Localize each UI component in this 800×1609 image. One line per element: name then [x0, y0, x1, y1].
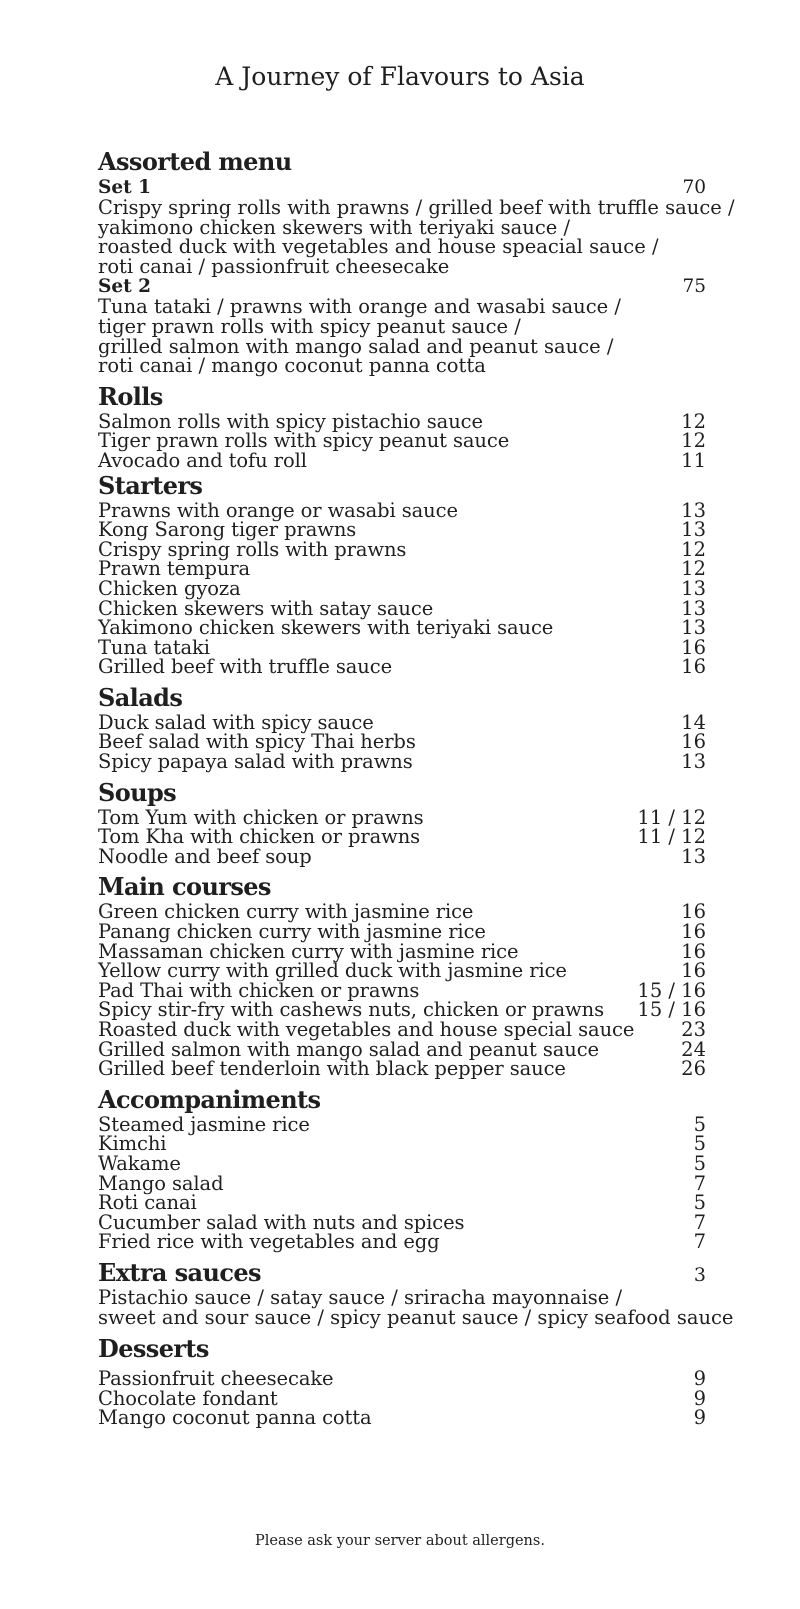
- section-salads: [98, 683, 706, 772]
- sauces-line: sweet and sour sauce / spicy peanut sauce / spicy seafood sauce: [98, 1305, 734, 1329]
- section-title: Rolls: [98, 381, 163, 411]
- item-name: Grilled beef with truffle sauce: [98, 655, 393, 679]
- menu-item: [98, 618, 706, 638]
- set-description-line: grilled salmon with mango salad and peanut sauce /: [98, 334, 614, 358]
- item-price: 7: [693, 1171, 706, 1195]
- item-price: 13: [681, 750, 706, 774]
- section-title: Desserts: [98, 1334, 209, 1364]
- item-name: Cucumber salad with nuts and spices: [98, 1210, 465, 1234]
- section-title: Salads: [98, 682, 183, 712]
- item-price: 5: [693, 1191, 706, 1215]
- item-name: Crispy spring rolls with prawns: [98, 537, 407, 561]
- menu-item: [98, 844, 706, 868]
- item-name: Avocado and tofu roll: [98, 448, 307, 472]
- item-name: Massaman chicken curry with jasmine rice: [98, 939, 519, 963]
- section-title: Extra sauces: [98, 1257, 261, 1287]
- item-price: 13: [681, 498, 706, 522]
- menu-item: [98, 1369, 706, 1389]
- item-price: 7: [693, 1210, 706, 1234]
- set-description-line: Tuna tataki / prawns with orange and wasabi sauce /: [98, 295, 621, 319]
- item-price: 7: [693, 1230, 706, 1254]
- item-price: 12: [681, 557, 706, 581]
- item-name: Passionfruit cheesecake: [98, 1367, 334, 1391]
- set-description-line: roasted duck with vegetables and house speacial sauce /: [98, 235, 659, 259]
- section-desserts: [98, 1334, 706, 1428]
- set-name: Set 1: [98, 177, 151, 198]
- menu-item: [98, 1112, 706, 1136]
- menu-item: [98, 1020, 706, 1040]
- item-price: 11 / 12: [637, 825, 706, 849]
- item-price: 9: [693, 1386, 706, 1410]
- item-price: 9: [693, 1406, 706, 1430]
- item-name: Steamed jasmine rice: [98, 1112, 310, 1136]
- item-price: 16: [681, 959, 706, 983]
- section-title: Starters: [98, 470, 203, 500]
- item-price: 9: [693, 1367, 706, 1391]
- item-price: 13: [681, 518, 706, 542]
- item-name: Yellow curry with grilled duck with jasmine rice: [98, 959, 567, 983]
- section-title: Accompaniments: [98, 1084, 321, 1114]
- item-price: 11: [681, 448, 706, 472]
- item-price: 16: [681, 635, 706, 659]
- item-name: Yakimono chicken skewers with teriyaki sauce: [98, 616, 554, 640]
- item-price: 14: [681, 710, 706, 734]
- menu-item: [98, 576, 706, 600]
- item-name: Prawns with orange or wasabi sauce: [98, 498, 458, 522]
- menu-content: [98, 147, 735, 1430]
- item-name: Mango coconut panna cotta: [98, 1406, 372, 1430]
- menu-item: [98, 1151, 706, 1175]
- item-name: Noodle and beef soup: [98, 844, 312, 868]
- menu-item: [98, 448, 706, 472]
- item-price: 13: [681, 596, 706, 620]
- set-price: 75: [682, 276, 706, 298]
- item-name: Mango salad: [98, 1171, 224, 1195]
- set-description-line: yakimono chicken skewers with teriyaki sauce /: [98, 215, 571, 239]
- section-main-courses: [98, 872, 706, 1081]
- item-price: 5: [693, 1151, 706, 1175]
- allergen-note: Please ask your server about allergens.: [255, 1533, 545, 1549]
- section-soups: [98, 778, 706, 867]
- item-name: Roti canai: [98, 1191, 197, 1215]
- item-name: Tom Kha with chicken or prawns: [98, 825, 421, 849]
- menu-item: [98, 1408, 706, 1428]
- set-description-line: Crispy spring rolls with prawns / grilled beef with truffle sauce /: [98, 196, 735, 219]
- set-item: [98, 177, 735, 278]
- item-price: 16: [681, 655, 706, 679]
- menu-item: [98, 1059, 706, 1079]
- menu-item: [98, 827, 706, 847]
- item-name: Grilled salmon with mango salad and peanut sauce: [98, 1037, 600, 1061]
- item-name: Kimchi: [98, 1132, 167, 1156]
- item-price: 13: [681, 844, 706, 868]
- item-name: Chocolate fondant: [98, 1386, 278, 1410]
- item-price: 16: [681, 920, 706, 944]
- menu-item: [98, 559, 706, 579]
- set-description-line: tiger prawn rolls with spicy peanut sauce /: [98, 314, 521, 338]
- item-name: Pad Thai with chicken or prawns: [98, 978, 420, 1002]
- section-rolls: [98, 382, 706, 471]
- menu-item: [98, 520, 706, 540]
- item-price: 16: [681, 730, 706, 754]
- section-extra-sauces: [98, 1257, 734, 1329]
- item-price: 16: [681, 939, 706, 963]
- section-starters: [98, 471, 706, 677]
- item-name: Chicken gyoza: [98, 576, 241, 600]
- item-name: Wakame: [98, 1151, 181, 1175]
- item-name: Tom Yum with chicken or prawns: [98, 805, 424, 829]
- menu-item: [98, 657, 706, 677]
- item-name: Tiger prawn rolls with spicy peanut sauce: [98, 429, 510, 453]
- set-item: [98, 276, 706, 378]
- item-name: Panang chicken curry with jasmine rice: [98, 920, 486, 944]
- item-price: 11 / 12: [637, 805, 706, 829]
- item-price: 15 / 16: [637, 998, 706, 1022]
- item-price: 24: [681, 1037, 706, 1061]
- item-name: Tuna tataki: [98, 635, 210, 659]
- item-price: 16: [681, 900, 706, 924]
- item-price: 5: [693, 1132, 706, 1156]
- menu-item: [98, 431, 706, 451]
- item-price: 26: [681, 1057, 706, 1081]
- set-description-line: roti canai / passionfruit cheesecake: [98, 254, 450, 278]
- item-name: Kong Sarong tiger prawns: [98, 518, 357, 542]
- item-price: 5: [693, 1112, 706, 1136]
- menu-title: A Journey of Flavours to Asia: [215, 62, 585, 91]
- set-price: 70: [682, 177, 706, 198]
- item-price: 15 / 16: [637, 978, 706, 1002]
- section-assorted-menu: [98, 147, 735, 378]
- menu-item: [98, 752, 706, 772]
- section-price: 3: [693, 1263, 706, 1286]
- item-name: Chicken skewers with satay sauce: [98, 596, 434, 620]
- item-name: Fried rice with vegetables and egg: [98, 1230, 440, 1254]
- sauces-line: Pistachio sauce / satay sauce / sriracha mayonnaise /: [98, 1285, 623, 1309]
- item-price: 23: [681, 1018, 706, 1041]
- menu-item: [98, 1193, 706, 1213]
- menu-item: [98, 1134, 706, 1154]
- menu-item: [98, 922, 706, 942]
- item-price: 13: [681, 576, 706, 600]
- set-description-line: roti canai / mango coconut panna cotta: [98, 354, 486, 378]
- item-name: Grilled beef tenderloin with black pepper sauce: [98, 1057, 566, 1081]
- item-name: Spicy papaya salad with prawns: [98, 750, 413, 774]
- item-name: Salmon rolls with spicy pistachio sauce: [98, 409, 483, 433]
- item-name: Beef salad with spicy Thai herbs: [98, 730, 416, 754]
- item-name: Roasted duck with vegetables and house special sauce: [98, 1018, 635, 1041]
- section-title: Main courses: [98, 872, 271, 902]
- item-price: 12: [681, 537, 706, 561]
- section-title: Soups: [98, 777, 177, 807]
- section-title: Assorted menu: [98, 147, 292, 176]
- item-price: 12: [681, 429, 706, 453]
- item-price: 12: [681, 409, 706, 433]
- menu-item: [98, 1232, 706, 1252]
- item-name: Prawn tempura: [98, 557, 251, 581]
- item-name: Spicy stir-fry with cashews nuts, chicken or prawns: [98, 998, 604, 1022]
- item-name: Duck salad with spicy sauce: [98, 710, 374, 734]
- set-name: Set 2: [98, 276, 151, 298]
- item-price: 13: [681, 616, 706, 640]
- section-accompaniments: [98, 1085, 706, 1252]
- menu-item: [98, 961, 706, 981]
- item-name: Green chicken curry with jasmine rice: [98, 900, 474, 924]
